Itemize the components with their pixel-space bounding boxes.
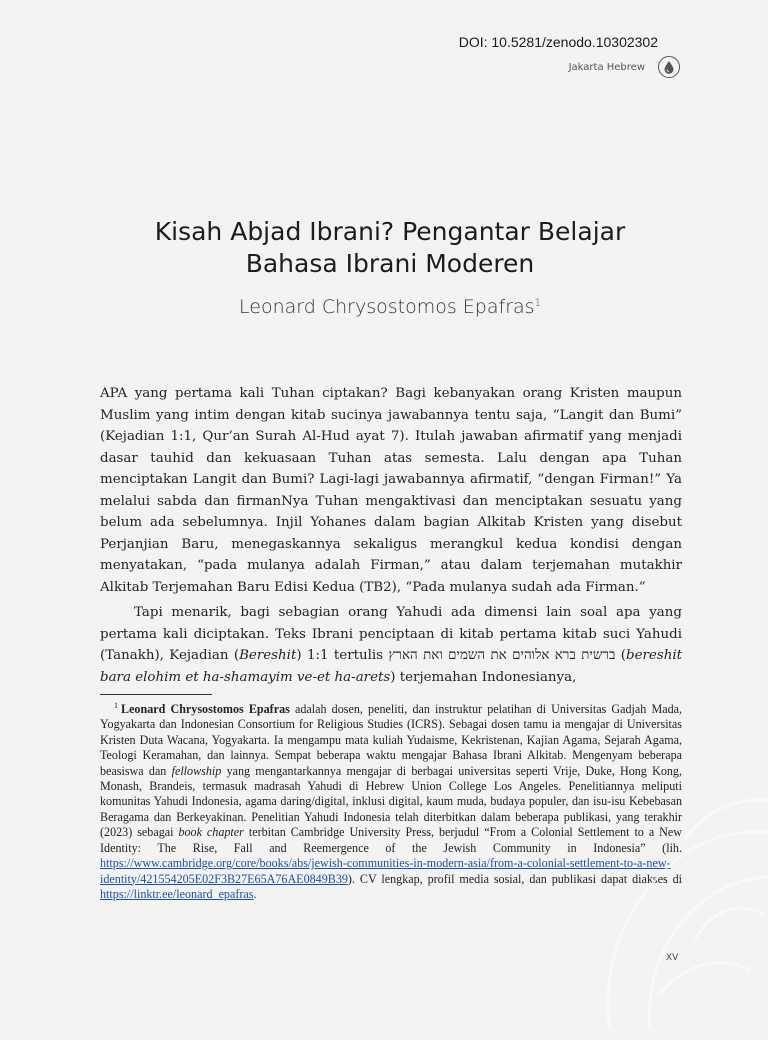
- article-body: [100, 383, 682, 688]
- footnote-text-3: terbitan Cambridge University Press, berjudul “From a Colonial Settlement to a New Identity: The Rise, Fall and Reemergence of the Jewish Community in Indonesia” (lih.: [100, 825, 682, 855]
- p2-text-a: Tapi menarik, bagi sebagian orang Yahudi ada dimensi lain soal apa yang pertama kali diciptakan. Teks Ibrani penciptaan di kitab pertama kitab suci Yahudi (Tanakh), Kejadian (: [100, 605, 682, 663]
- article-title: [60, 216, 720, 280]
- p2-text-d: ) terjemahan Indonesianya,: [390, 669, 577, 685]
- page-number: XV: [666, 953, 679, 963]
- footnote-rule: [100, 694, 212, 695]
- watermark-emblem-icon: [590, 780, 768, 1040]
- p2-hebrew-verse: ברשית ברא אלוהים את השמים ואת הארץ: [388, 648, 616, 663]
- p2-text-b: ) 1:1 tertulis: [296, 648, 389, 663]
- title-line-2: Bahasa Ibrani Moderen: [245, 249, 535, 278]
- footnote-text-1: adalah dosen, peneliti, dan instruktur pelatihan di Universitas Gadjah Mada, Yogyakarta dan Indonesian Consortium for Religious Studies (ICRS). Sebagai dosen tamu ia mengajar di Universitas Kristen Duta Wacana, Yogyakarta. Ia mengampu mata kuliah Yudaisme, Kekristenan, Kajian Agama, Sejarah Agama, Teologi Keramahan, dan lainnya. Sempat beberapa waktu mengajar Bahasa Ibrani Alkitab. Mengenyam beberapa beasiswa dan: [100, 702, 683, 778]
- p2-transliteration: bereshit bara elohim et ha-shamayim ve-et ha-arets: [100, 648, 682, 685]
- cambridge-link[interactable]: https://www.cambridge.org/core/books/abs/jewish-communities-in-modern-asia/from-a-colonial-settlement-to-a-new-identity/421554205E02F3B27E65A76AE0849B39: [100, 856, 671, 886]
- title-line-1: Kisah Abjad Ibrani? Pengantar Belajar: [154, 217, 626, 246]
- footnote-mark: 1: [114, 701, 118, 710]
- drop-emblem-icon: [663, 60, 675, 74]
- footnote-fellowship: fellowship: [171, 763, 222, 778]
- author-footnote-mark[interactable]: 1: [534, 297, 541, 309]
- footnote-author: Leonard Chrysostomos Epafras: [121, 702, 290, 717]
- footnote-text-2: yang mengantarkannya mengajar di berbagai universitas seperti Vrije, Duke, Hong Kong, Monash, Brandeis, termasuk madrasah Yahudi di Hebrew Union College Los Angeles. Penelitiannya meliputi komunitas Yahudi Indonesia, agama daring/digital, inklusi digital, kaum muda, budaya populer, dan isu-isu Kebebasan Beragama dan Berkeyakinan. Penelitian Yahudi Indonesia telah diterbitkan dalam beberapa publikasi, yang terakhir (2023) sebagai: [100, 763, 682, 840]
- footnote-book-chapter: book chapter: [178, 825, 244, 840]
- footnote-text-4: ). CV lengkap, profil media sosial, dan publikasi dapat diakses di: [347, 871, 682, 886]
- author-line: [60, 296, 720, 318]
- author-name: Leonard Chrysostomos Epafras: [239, 296, 535, 318]
- footnote-text-5: .: [253, 886, 257, 901]
- p2-text-c: (: [615, 648, 627, 663]
- doi-label: DOI: 10.5281/zenodo.10302302: [458, 34, 658, 50]
- p2-bereshit: Bereshit: [239, 648, 297, 663]
- linktree-link[interactable]: https://linktr.ee/leonard_epafras: [100, 886, 254, 901]
- journal-logo: [658, 56, 680, 78]
- journal-name: Jakarta Hebrew: [568, 62, 645, 73]
- paragraph-1: APA yang pertama kali Tuhan ciptakan? Bagi kebanyakan orang Kristen maupun Muslim yang intim dengan kitab sucinya jawabannya tentu saja, “Langit dan Bumi” (Kejadian 1:1, Qur’an Surah Al-Hud ayat 7). Itulah jawaban afirmatif yang menjadi dasar tauhid dan kekuasaan Tuhan atas semesta. Lalu dengan apa Tuhan menciptakan Langit dan Bumi? Lagi-lagi jawabannya afirmatif, “dengan Firman!” Ya melalui sabda dan firmanNya Tuhan mengaktivasi dan menciptakan sesuatu yang belum ada sebelumnya. Injil Yohanes dalam bagian Alkitab Kristen yang disebut Perjanjian Baru, menegaskannya sekaligus merangkul kedua kondisi dengan menyatakan, “pada mulanya adalah Firman,” atau dalam terjemahan mutakhir Alkitab Terjemahan Baru Edisi Kedua (TB2), “Pada mulanya sudah ada Firman.”: [100, 386, 682, 595]
- paragraph-2: [100, 602, 682, 688]
